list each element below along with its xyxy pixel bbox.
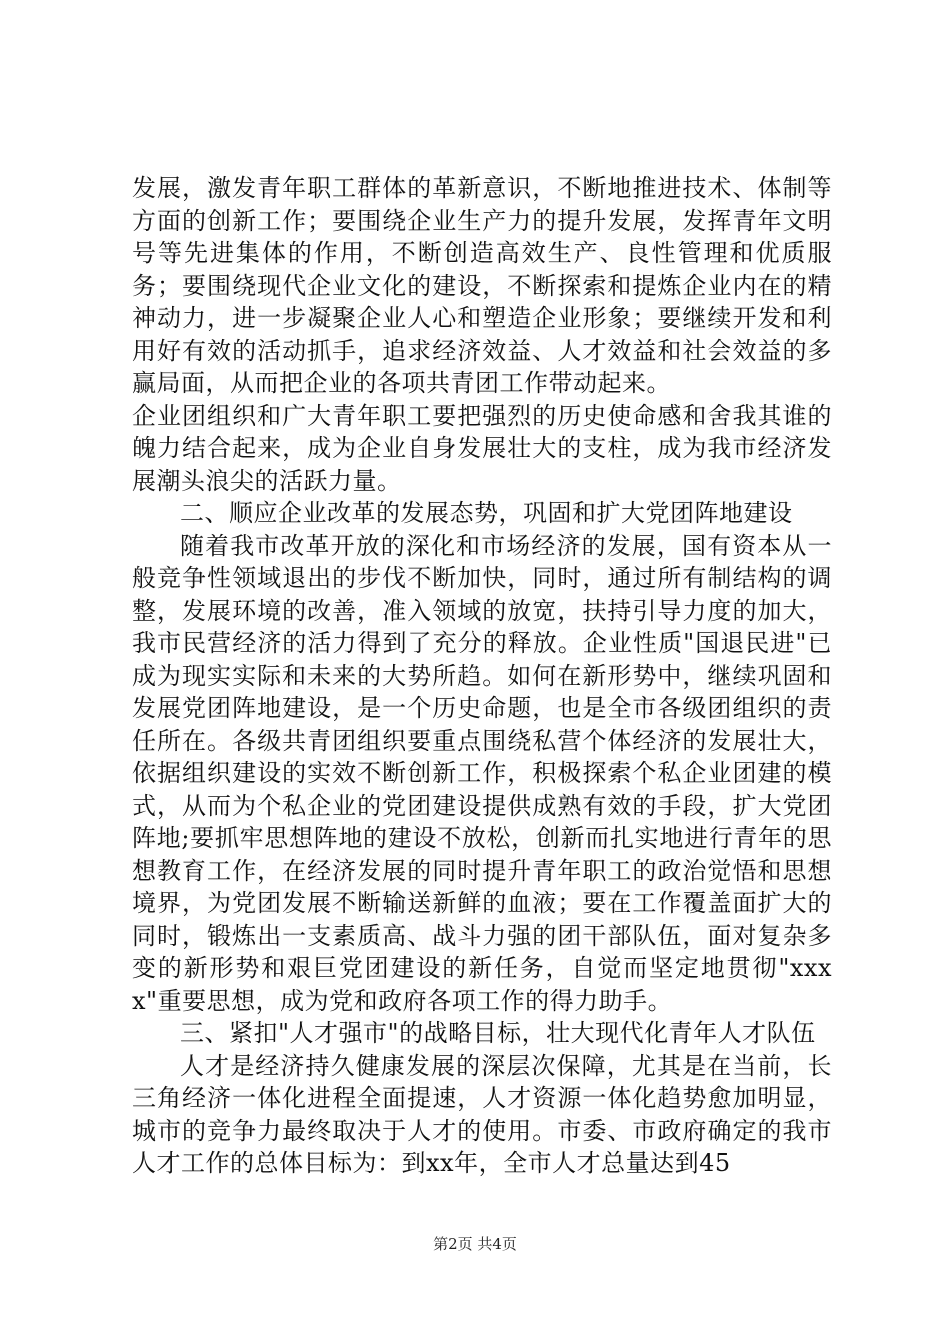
section-heading-3: 三、紧扣"人才强市"的战略目标，壮大现代化青年人才队伍 bbox=[180, 1019, 816, 1047]
page-footer bbox=[0, 1233, 950, 1254]
document-body bbox=[132, 172, 832, 1180]
page-number-label: 第2页 共4页 bbox=[433, 1235, 517, 1253]
paragraph-continued: 发展，激发青年职工群体的革新意识，不断地推进技术、体制等方面的创新工作；要围绕企业生产力的提升发展，发挥青年文明号等先进集体的作用，不断创造高效生产、良性管理和优质服务；要围绕现代企业文化的建设，不断探索和提炼企业内在的精神动力，进一步凝聚企业人心和塑造企业形象；要继续开发和利用好有效的活动抓手，追求经济效益、人才效益和社会效益的多赢局面，从而把企业的各项共青团工作带动起来。 bbox=[132, 174, 832, 397]
paragraph-youth-force: 企业团组织和广大青年职工要把强烈的历史使命感和舍我其谁的魄力结合起来，成为企业自身发展壮大的支柱，成为我市经济发展潮头浪尖的活跃力量。 bbox=[132, 401, 832, 495]
section-heading-2: 二、顺应企业改革的发展态势，巩固和扩大党团阵地建设 bbox=[180, 499, 793, 527]
paragraph-party-building: 随着我市改革开放的深化和市场经济的发展，国有资本从一般竞争性领域退出的步伐不断加快，同时，通过所有制结构的调整，发展环境的改善，准入领域的放宽，扶持引导力度的加大，我市民营经济的活力得到了充分的释放。企业性质"国退民进"已成为现实实际和未来的大势所趋。如何在新形势中，继续巩固和发展党团阵地建设，是一个历史命题，也是全市各级团组织的责任所在。各级共青团组织要重点围绕私营个体经济的发展壮大，依据组织建设的实效不断创新工作，积极探索个私企业团建的模式，从而为个私企业的党团建设提供成熟有效的手段，扩大党团阵地;要抓牢思想阵地的建设不放松，创新而扎实地进行青年的思想教育工作，在经济发展的同时提升青年职工的政治觉悟和思想境界，为党团发展不断输送新鲜的血液；要在工作覆盖面扩大的同时，锻炼出一支素质高、战斗力强的团干部队伍，面对复杂多变的新形势和艰巨党团建设的新任务，自觉而坚定地贯彻"xxxx"重要思想，成为党和政府各项工作的得力助手。 bbox=[132, 531, 832, 1015]
paragraph-talent: 人才是经济持久健康发展的深层次保障，尤其是在当前，长三角经济一体化进程全面提速，人才资源一体化趋势愈加明显，城市的竞争力最终取决于人才的使用。市委、市政府确定的我市人才工作的总体目标为：到xx年，全市人才总量达到45 bbox=[132, 1051, 832, 1177]
